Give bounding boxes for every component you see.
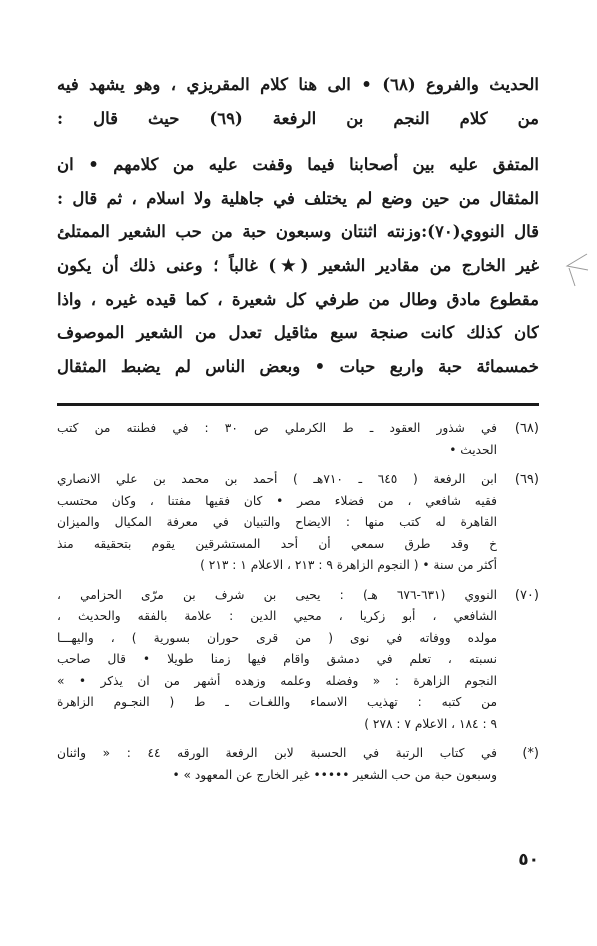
footnote-line: في كتاب الرتبة في الحسبة لابن الرفعة الورقه ٤٤ : « واثنان — [57, 746, 497, 760]
footnote-line: وسبعون حبة من حب الشعير ••••• غير الخارج عن المعهود » • — [172, 767, 497, 782]
footnote-number: (٦٩) — [514, 472, 539, 487]
footnote-69 — [57, 469, 539, 577]
footnote-separator — [57, 403, 539, 406]
footnote-line: في شذور العقود ـ ط الكرملي ص ٣٠ : في فطنته من كتب — [57, 421, 497, 435]
footnote-line: الشافعي ، أبو زكريا ، محيي الدين : علامة بالفقه والحديث ، — [57, 609, 497, 623]
page-number: ٥٠ — [518, 850, 539, 870]
footnote-text — [57, 469, 497, 577]
footnote-line: القاهرة له كتب منها : الايضاح والتبيان في معرفة المكيال والميزان — [57, 515, 497, 529]
footnote-text — [57, 418, 497, 461]
footnote-star — [57, 743, 539, 786]
text-line: من كلام النجم بن الرفعة (٦٩) حيث قال : — [57, 108, 539, 128]
footnote-line: ٩ : ١٨٤ ، الاعلام ٧ : ٢٧٨ ) — [364, 716, 497, 731]
footnote-line: مولده ووفاته في نوى ( من قرى حوران بسورية ) ، واليهـــا — [57, 630, 497, 645]
main-text — [57, 68, 539, 383]
footnote-line: نسبته ، تعلم في دمشق واقام فيها زمنا طويلا • قال صاحب — [57, 652, 497, 666]
footnote-line: من كتبه : تهذيب الاسماء واللغـات ـ ط ( النجـوم الزاهرة — [57, 695, 497, 709]
footnote-line: النووي (٦٣١-٦٧٦ هـ) : يحيى بن شرف بن مرّى الحزامي ، — [57, 587, 497, 602]
footnote-line: أكثر من سنة • ( النجوم الزاهرة ٩ : ٢١٣ ، الاعلام ١ : ٢١٣ ) — [200, 558, 497, 572]
text-line: مقطوع مادق وطال من طرفي كل شعيرة ، كما قيده غيره ، واذا — [57, 289, 539, 309]
footnote-number: (٧٠) — [514, 587, 539, 603]
text-line: غير الخارج من مقادير الشعير (★) غالباً ؛ وعنى ذلك أن يكون — [57, 255, 539, 275]
text-line: كان كذلك كانت صنجة سبع مثاقيل تعدل من الشعير الموصوف — [57, 323, 539, 343]
text-line: الحديث والفروع (٦٨) • الى هنا كلام المقريزي ، وهو يشهد فيه — [57, 75, 539, 94]
footnotes — [57, 418, 539, 794]
footnote-line: خ وقد طرق سمعي أن أحد المستشرقين يقوم بتحقيقه منذ — [57, 536, 497, 551]
footnote-line: ابن الرفعة ( ٦٤٥ ـ ٧١٠هـ ) أحمد بن محمد بن علي الانصاري — [57, 472, 497, 486]
text-line: قال النووي(٧٠):وزنته اثنتان وسبعون حبة من حب الشعير الممتلئ — [57, 222, 539, 242]
margin-pencil-mark-icon — [561, 248, 591, 290]
footnote-70 — [57, 585, 539, 736]
footnote-text — [57, 743, 497, 786]
footnote-68 — [57, 418, 539, 461]
text-line: المتفق عليه بين أصحابنا فيما وقفت عليه من كلامهم • ان — [57, 155, 539, 175]
text-line: المثقال من حين وضع لم يختلف في جاهلية ولا اسلام ، ثم قال : — [57, 188, 539, 208]
text-line: خمسمائة حبة واربع حبات • وبعض الناس لم يضبط المثقال — [57, 356, 539, 376]
footnote-number: (٦٨) — [514, 421, 539, 436]
footnote-text — [57, 585, 497, 736]
footnote-line: النجوم الزاهرة : « وفضله وعلمه وزهده أشهر من ان يذكر • » — [57, 673, 497, 688]
footnote-line: الحديث • — [449, 442, 497, 457]
footnote-number: (*) — [522, 746, 539, 761]
footnote-line: فقيه شافعي ، من فضلاء مصر • كان فقيها مفتنا ، وكان محتسب — [57, 493, 497, 508]
